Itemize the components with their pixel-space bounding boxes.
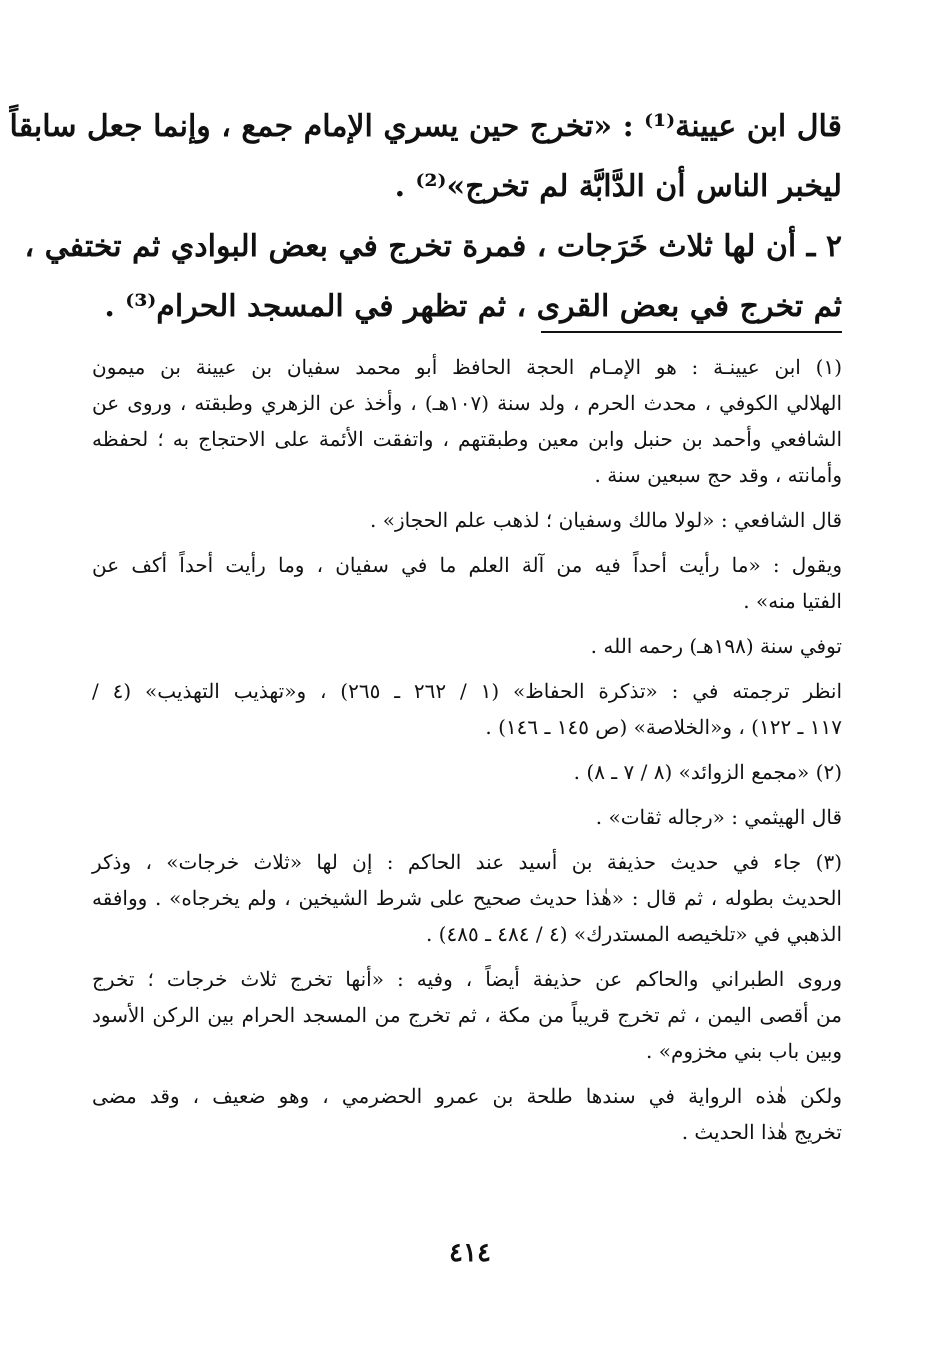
footnote-line: (١) ابن عيينـة : هو الإمـام الحجة الحافظ أبو محمد سفيان بن عيينة بن ميمون (92, 355, 842, 379)
footnote-line: الذهبي في «تلخيصه المستدرك» (٤ / ٤٨٤ ـ ٤٨٥) . (425, 922, 842, 946)
footnote-line: توفي سنة (١٩٨هـ) رحمه الله . (590, 634, 842, 658)
footnote-line: ١١٧ ـ ١٢٢) ، و«الخلاصة» (ص ١٤٥ ـ ١٤٦) . (485, 715, 842, 739)
footnote-line: (٣) جاء في حديث حذيفة بن أسيد عند الحاكم : إن لها «ثلاث خرجات» ، وذكر (92, 850, 842, 874)
footnote-line: الفتيا منه» . (743, 589, 842, 613)
footnote-line: وبين باب بني مخزوم» . (646, 1039, 842, 1063)
footnote-separator (541, 331, 842, 333)
footnote-line: (٢) «مجمع الزوائد» (٨ / ٧ ـ ٨) . (573, 760, 842, 784)
main-text-line: ليخبر الناس أن الدَّابَّة لم تخرج»⁽²⁾ . (394, 169, 842, 204)
footnote-line: الحديث بطوله ، ثم قال : «هٰذا حديث صحيح على شرط الشيخين ، ولم يخرجاه» . ووافقه (92, 886, 842, 910)
main-text (9, 97, 842, 337)
footnote-line: الهلالي الكوفي ، محدث الحرم ، ولد سنة (١٠٧هـ) ، وأخذ عن الزهري وطبقته ، وروى عن (92, 391, 842, 415)
footnote-line: الشافعي وأحمد بن حنبل وابن معين وطبقتهم ، واتفقت الأئمة على الاحتجاج به ؛ لحفظه (92, 427, 842, 451)
footnote-line: قال الهيثمي : «رجاله ثقات» . (595, 805, 842, 829)
main-text-line: ثم تخرج في بعض القرى ، ثم تظهر في المسجد الحرام⁽³⁾ . (104, 289, 842, 324)
footnote-line: ويقول : «ما رأيت أحداً فيه من آلة العلم ما في سفيان ، وما رأيت أحداً أكف عن (92, 553, 842, 577)
footnote-line: تخريج هٰذا الحديث . (681, 1120, 842, 1144)
footnote-line: انظر ترجمته في : «تذكرة الحفاظ» (١ / ٢٦٢ ـ ٢٦٥) ، و«تهذيب التهذيب» (٤ / (92, 679, 843, 703)
main-text-line: ٢ ـ أن لها ثلاث خَرَجات ، فمرة تخرج في بعض البوادي ثم تختفي ، (24, 229, 842, 264)
footnote-line: وروى الطبراني والحاكم عن حذيفة أيضاً ، وفيه : «أنها تخرج ثلاث خرجات ؛ تخرج (92, 967, 842, 991)
page-number: ٤١٤ (449, 1238, 491, 1268)
footnote-line: وأمانته ، وقد حج سبعين سنة . (594, 463, 842, 487)
main-text-line: قال ابن عيينة⁽¹⁾ : «تخرج حين يسري الإمام جمع ، وإنما جعل سابقاً (9, 109, 842, 144)
footnote-line: من أقصى اليمن ، ثم تخرج قريباً من مكة ، ثم تخرج من المسجد الحرام بين الركن الأسود (92, 1003, 842, 1027)
footnotes (92, 349, 842, 1150)
footnote-line: ولكن هٰذه الرواية في سندها طلحة بن عمرو الحضرمي ، وهو ضعيف ، وقد مضى (92, 1084, 842, 1108)
footnote-line: قال الشافعي : «لولا مالك وسفيان ؛ لذهب علم الحجاز» . (370, 508, 842, 532)
